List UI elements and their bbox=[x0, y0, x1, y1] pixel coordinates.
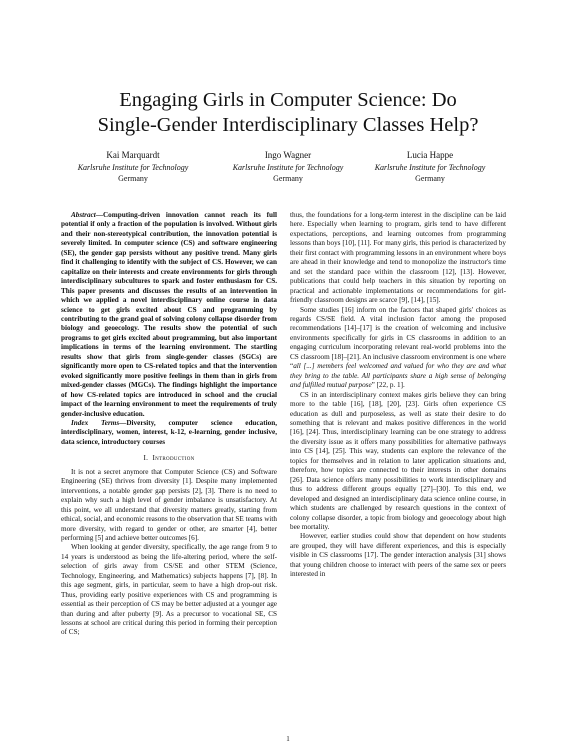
section-number: I. bbox=[143, 454, 149, 463]
index-terms bbox=[61, 419, 277, 447]
author-affiliation: Karlsruhe Institute for Technology bbox=[374, 163, 486, 172]
abstract-label: Abstract bbox=[71, 211, 96, 219]
author-name: Ingo Wagner bbox=[264, 150, 312, 160]
body-paragraph: However, earlier studies could show that dependent on how students are grouped, they will have different experiences, and this is especially visible in CS classrooms [17]. The gender interaction analysis [31] shows that young children choose to interact with peers of the same sex or peers interested in bbox=[290, 532, 506, 579]
body-paragraph: thus, the foundations for a long-term interest in the discipline can be laid here. Especially when learning to program, girls tend to have different expectations, perceptions, and learning outcomes from programming lessons than boys [10], [11]. For many girls, this period is characterized by their first contact with programming lessons in an environment where boys are ahead in their knowledge and tend to monopolize the instructor's time and set the standard pace within the classroom [12], [13]. However, publications that could help teachers in this situation by reporting on practical and actionable implementations or recommendations for girl-friendly classroom designs are scarce [9], [14], [15]. bbox=[290, 211, 506, 305]
section-heading-introduction bbox=[61, 454, 277, 463]
author-name: Kai Marquardt bbox=[106, 150, 160, 160]
author-country: Germany bbox=[273, 174, 303, 183]
section-title: Introduction bbox=[152, 454, 195, 463]
left-column bbox=[61, 211, 277, 638]
right-column bbox=[290, 211, 506, 580]
body-paragraph: When looking at gender diversity, specifically, the age range from 9 to 14 years is understood as being the life-altering period, where the self-selection of girls away from CS/SE and other STEM (Science, Technology, Engineering, and Mathematics) subjects happens [7], [8]. In this age segment, girls, in particular, seem to have a high drop-out risk. Thus, providing early positive experiences with CS and programming is essential as their perception of CS may be better adjusted at a younger age than during and after puberty [9]. As a precursor to vocational SE, CS lessons at school are critical during this period in forming their perception of CS; bbox=[61, 543, 277, 637]
author-country: Germany bbox=[118, 174, 148, 183]
inline-quote: all [...] members feel welcomed and valued for who they are and what they bring to the table. All participants share a high sense of belonging and fulfilled mutual purpose bbox=[290, 362, 506, 390]
author-1 bbox=[58, 149, 208, 184]
quote-lead-in: Some studies [16] inform on the factors that shaped girls' choices as regards CS/SE field. A vital inclusion factor among the proposed recommendations [14]–[17] is the creation of welcoming and inclusive environments specifically for girls in CS classrooms in addition to an engaging curriculum incorporating relevant real-world problems into the CS classroom [18]–[21]. An inclusive classroom environment is one where “ bbox=[290, 305, 506, 371]
author-name: Lucia Happe bbox=[406, 150, 454, 160]
body-paragraph-with-quote bbox=[290, 306, 506, 391]
title-line-1: Engaging Girls in Computer Science: Do bbox=[119, 89, 457, 111]
author-affiliation: Karlsruhe Institute for Technology bbox=[77, 163, 189, 172]
body-paragraph: CS in an interdisciplinary context makes girls believe they can bring more to the table [16], [18], [20], [23]. Girls often experience CS education as dull and purposeless, as well as state their desire to do something that is relevant and makes positive differences in the world [16], [24]. Thus, interdisciplinary learning can be one strategy to address the diversity issue as it offers many possibilities for alternative pathways into CS [14], [25]. This way, students can explore the relevance of the topics for themselves and in relation to later application situations and, therefore, how topics are connected to their interests in other domains [26]. Data science offers many possibilities to work interdisciplinary and thus to address different groups equally [27]–[30]. To this end, we developed and designed an interdisciplinary data science online course, in which students are challenged by research questions in the context of colony collapse disorder, a topic from biology and geoecology about high bee mortality. bbox=[290, 390, 506, 531]
author-3 bbox=[355, 149, 505, 184]
index-terms-label: Index Terms bbox=[71, 418, 120, 427]
author-affiliation: Karlsruhe Institute for Technology bbox=[232, 163, 344, 172]
title-line-2: Single-Gender Interdisciplinary Classes Help? bbox=[97, 114, 479, 136]
author-country: Germany bbox=[415, 174, 445, 183]
abstract-text: —Computing-driven innovation cannot reach its full potential if only a fraction of the population is involved. Without girls and their non-stereotypical contribution, the innovation potential is severely limited. In computer science (CS) and software engineering (SE), the gender gap persists without any positive trend. Many girls find it challenging to identify with the subject of CS. However, we can capitalize on their interests and create environments for girls through interdisciplinary subcultures to spark and foster enthusiasm for CS. This paper presents and discusses the results of an intervention in which we applied a novel interdisciplinary online course in data science to get girls excited about CS and programming by contributing to the grand goal of solving colony collapse disorder from biology and geoecology. The results show the potential of such programs to get girls excited about programming, but also important implications in terms of the learning environment. The startling results show that girls from single-gender classes (SGCs) are significantly more open to CS-related topics and that the intervention evoked significantly more positive feelings in them than in girls from mixed-gender classes (MGCs). The findings highlight the importance of how CS-related topics are introduced in school and the crucial impact of the learning environment to meet the requirements of truly gender-inclusive education. bbox=[61, 211, 277, 418]
index-terms-text: —Diversity, computer science education, interdisciplinary, women, interest, k-12, e-learning, gender inclusive, data science, introductory courses bbox=[61, 418, 277, 446]
page-number: 1 bbox=[286, 735, 290, 743]
author-2 bbox=[213, 149, 363, 184]
quote-citation: ” [22, p. 1]. bbox=[371, 381, 405, 390]
body-paragraph: It is not a secret anymore that Computer Science (CS) and Software Engineering (SE) thrives from diversity [1]. Despite many implemented interventions, a notable gender gap persists [2], [3]. There is no need to explain why such a high level of gender imbalance is unsatisfactory. At this point, we all understand that diversity matters greatly, starting from ethical, social, and economic reasons to the observation that SE teams with more diversity, with regard to gender or other, are smarter [4], better performing [5] and achieve better outcomes [6]. bbox=[61, 467, 277, 542]
paper-title bbox=[0, 88, 576, 138]
abstract bbox=[61, 211, 277, 419]
